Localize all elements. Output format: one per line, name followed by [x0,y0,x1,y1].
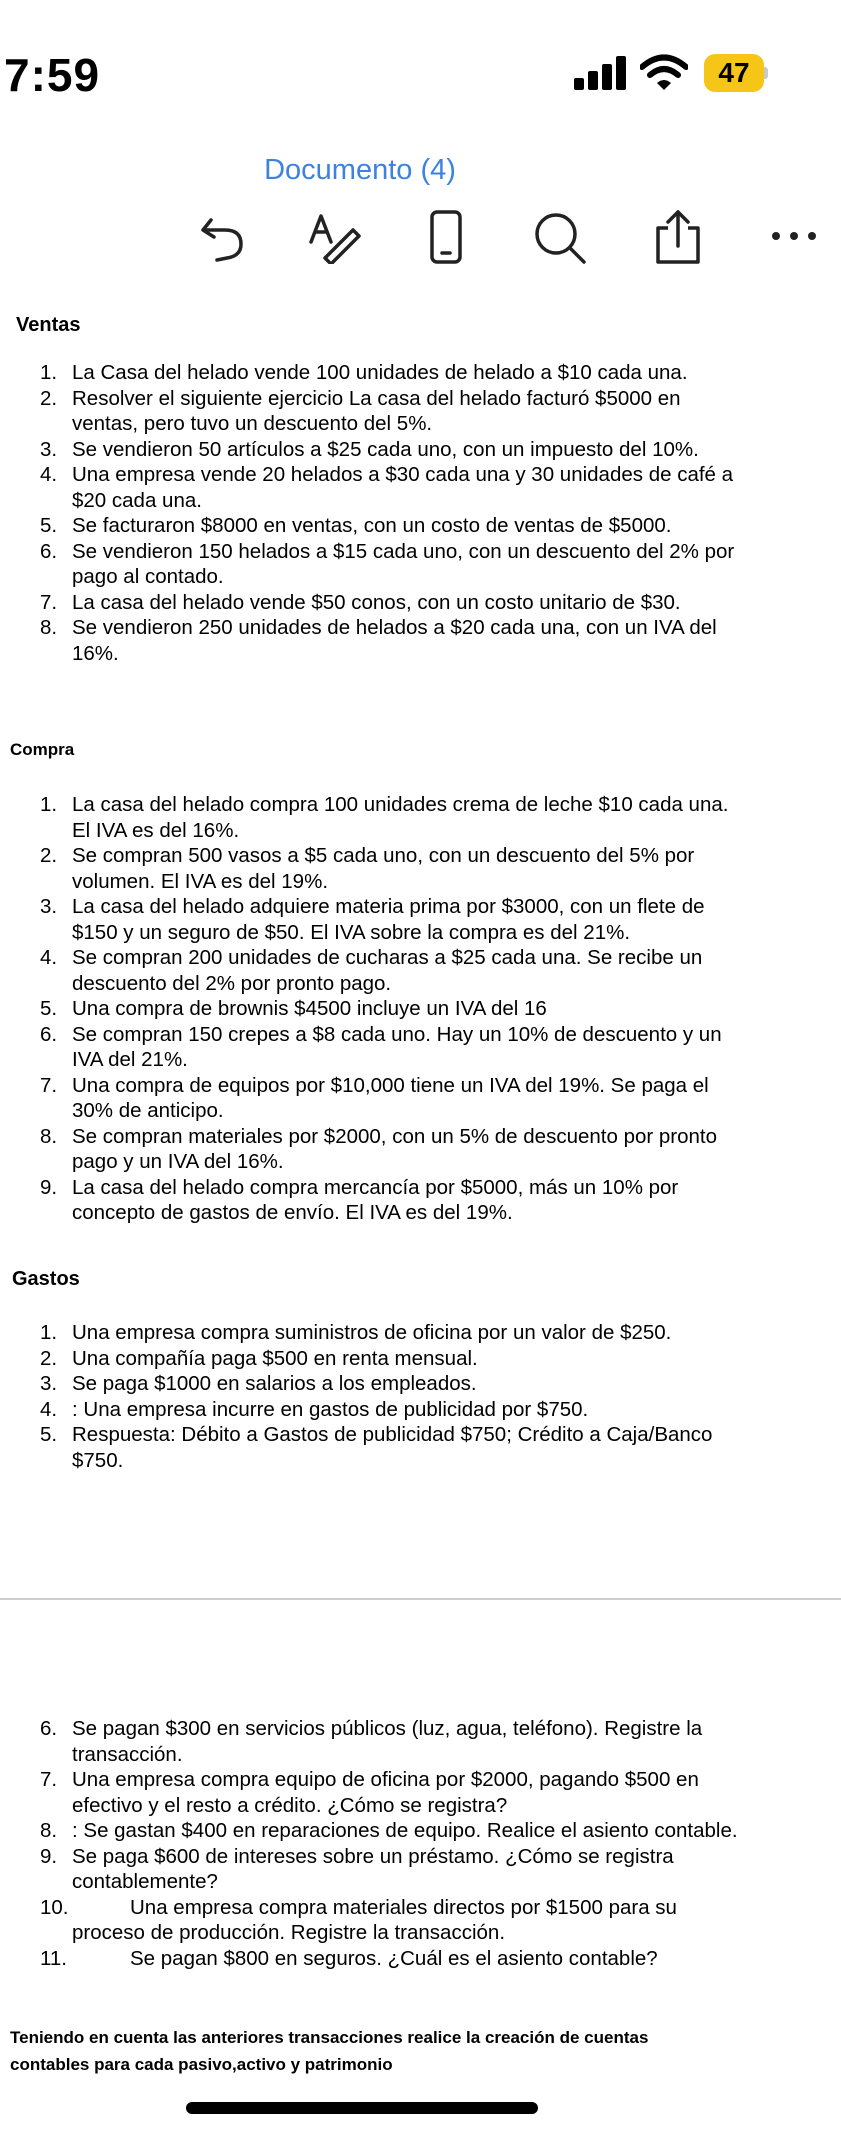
gastos-list [40,1320,740,1473]
home-indicator[interactable] [186,2102,538,2114]
wifi-icon [640,54,688,92]
section-title-ventas: Ventas [16,314,81,336]
list-item: 7. Una empresa compra equipo de oficina por $2000, pagando $500 en efectivo y el resto a crédito. ¿Cómo se registra? [40,1768,699,1817]
closing-instruction: Teniendo en cuenta las anteriores transacciones realice la creación de cuentas contables para cada pasivo,activo y patrimonio [10,2028,649,2074]
list-item: 2. Se compran 500 vasos a $5 cada uno, con un descuento del 5% por volumen. El IVA es del 19%. [40,844,695,893]
share-icon[interactable] [650,208,706,264]
list-item: 9. Se paga $600 de intereses sobre un préstamo. ¿Cómo se registra contablemente? [40,1844,674,1893]
list-item: 5. Respuesta: Débito a Gastos de publicidad $750; Crédito a Caja/Banco $750. [40,1423,713,1472]
more-icon[interactable] [770,224,818,248]
section-title-gastos: Gastos [12,1268,80,1290]
list-item: 4. Una empresa vende 20 helados a $30 cada una y 30 unidades de café a $20 cada una. [40,463,734,512]
status-time: 7:59 [4,49,101,101]
ventas-list [40,360,740,666]
list-item: 2. Resolver el siguiente ejercicio La casa del helado facturó $5000 en ventas, pero tuvo un descuento del 5%. [40,386,681,435]
list-item: 5. Se facturaron $8000 en ventas, con un costo de ventas de $5000. [40,514,672,537]
list-item: 7. Una compra de equipos por $10,000 tiene un IVA del 19%. Se paga el 30% de anticipo. [40,1073,709,1122]
list-item: 3. Se vendieron 50 artículos a $25 cada uno, con un impuesto del 10%. [40,437,699,461]
list-item: 2. Una compañía paga $500 en renta mensual. [40,1346,478,1370]
list-item: 6. Se vendieron 150 helados a $15 cada uno, con un descuento del 2% por pago al contado. [40,539,735,588]
list-item: 3. La casa del helado adquiere materia prima por $3000, con un flete de $150 y un seguro de $50. El IVA sobre la compra es del 21%. [40,895,705,944]
battery-level: 47 [704,54,764,92]
list-item: 6. Se compran 150 crepes a $8 cada uno. Hay un 10% de descuento y un IVA del 21%. [40,1022,722,1071]
device-view-icon[interactable] [418,208,474,264]
undo-icon[interactable] [195,208,251,264]
list-item: 4. Se compran 200 unidades de cucharas a $25 cada una. Se recibe un descuento del 2% por pronto pago. [40,946,703,995]
list-item: 5. Una compra de brownis $4500 incluye un IVA del 16 [40,997,547,1020]
list-item: 4. : Una empresa incurre en gastos de publicidad por $750. [40,1397,589,1421]
search-icon[interactable] [532,208,588,264]
list-item: 11. Se pagan $800 en seguros. ¿Cuál es el asiento contable? [40,1946,658,1970]
list-item: 3. Se paga $1000 en salarios a los empleados. [40,1372,477,1395]
battery-icon [704,54,768,92]
document-title[interactable]: Documento (4) [264,154,456,186]
compra-list [40,792,740,1226]
list-item: 6. Se pagan $300 en servicios públicos (luz, agua, teléfono). Registre la transacción. [40,1717,703,1766]
markup-pen-icon[interactable] [305,208,361,264]
list-item: 8. : Se gastan $400 en reparaciones de equipo. Realice el asiento contable. [40,1819,738,1842]
list-item: 1. Una empresa compra suministros de oficina por un valor de $250. [40,1321,672,1344]
section-title-compra: Compra [10,740,75,759]
list-item: 8. Se vendieron 250 unidades de helados a $20 cada una, con un IVA del 16%. [40,616,717,665]
gastos-continued-list [40,1716,740,1971]
list-item: 8. Se compran materiales por $2000, con un 5% de descuento por pronto pago y un IVA del 16%. [40,1124,718,1173]
list-item: 7. La casa del helado vende $50 conos, con un costo unitario de $30. [40,590,681,614]
list-item: 9. La casa del helado compra mercancía por $5000, más un 10% por concepto de gastos de envío. El IVA es del 19%. [40,1175,679,1224]
cellular-signal-icon [574,56,626,90]
list-item: 10. Una empresa compra materiales directos por $1500 para su proceso de producción. Registre la transacción. [40,1895,677,1944]
list-item: 1. La casa del helado compra 100 unidades crema de leche $10 cada una. El IVA es del 16%. [40,793,729,842]
page-break-divider [0,1598,841,1600]
list-item: 1. La Casa del helado vende 100 unidades de helado a $10 cada una. [40,361,688,384]
